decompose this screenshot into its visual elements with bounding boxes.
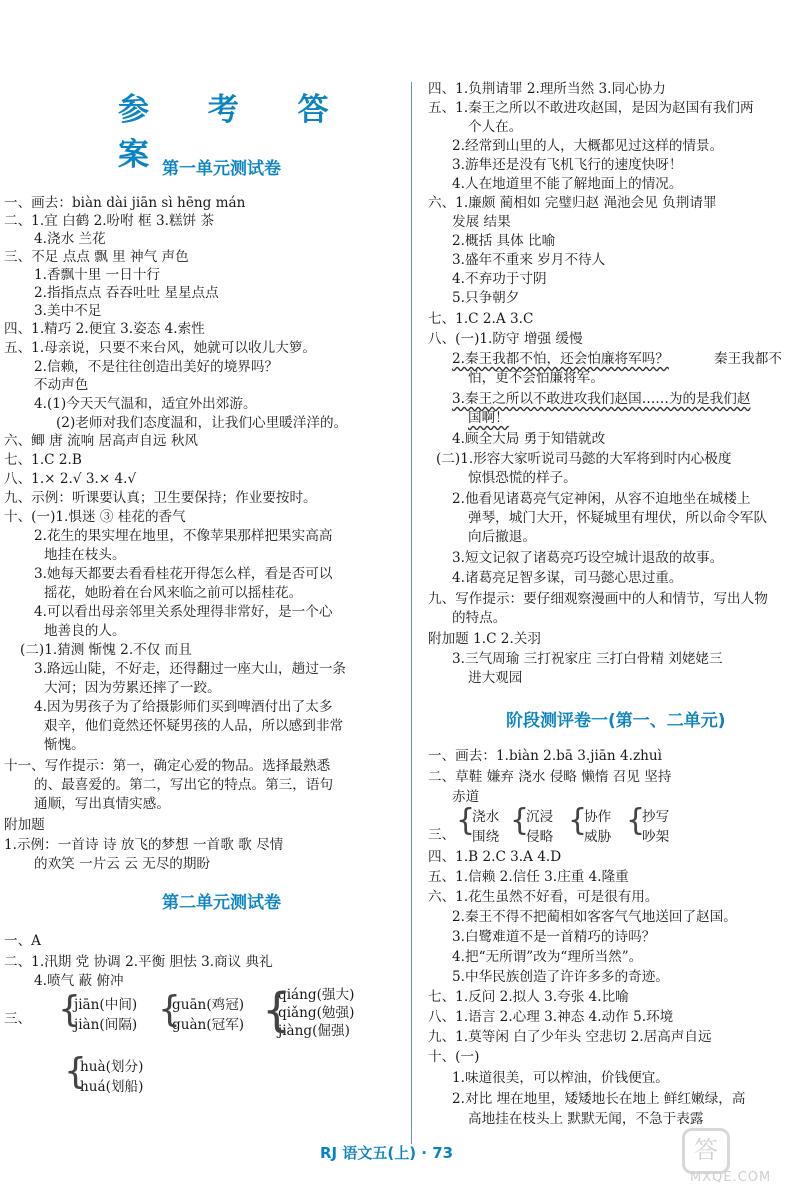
answer-line: jiàn(间隔) [74,1017,138,1033]
answer-line: 4.因为男孩子为了给摄影师们买到啤酒付出了太多 [34,699,333,715]
answer-line: 附加题 1.C 2.关羽 [428,631,541,647]
answer-line: 浇水 [472,809,500,825]
answer-line: 一、画去：1.biàn 2.bā 3.jiān 4.zhuì [428,748,662,764]
answer-line: (二)1.猜测 惭愧 2.不仅 而且 [20,642,192,658]
answer-line: 七、1.反问 2.拟人 3.夸张 4.比喻 [428,989,629,1005]
answer-line: 不动声色 [34,377,89,393]
answer-line: 八、1.语言 2.心理 3.神态 4.动作 5.环境 [428,1009,674,1025]
answer-line: 五、1.母亲说，只要不来台风，她就可以收儿大箩。 [4,340,317,356]
answer-line: 大河；因为劳累还摔了一跤。 [44,680,221,696]
answer-line: 九、写作提示：要仔细观察漫画中的人和情节，写出人物 [428,591,768,607]
page-footer: RJ 语文五(上) · 73 [320,1144,454,1162]
answer-line: 2.经常到山里的人，大概都见过这样的情景。 [452,138,724,154]
answer-line: 5.中华民族创造了许许多多的奇迹。 [452,969,669,985]
answer-line: 四、1.负荆请罪 2.理所当然 3.同心协力 [428,81,666,97]
brace: { [456,803,476,838]
watermark-text: MXQE.COM [690,1170,772,1185]
answer-line: 4.不弃功于寸阴 [452,271,547,287]
stage-test-title: 阶段测评卷一(第一、二单元) [506,711,726,731]
answer-line: 四、1.B 2.C 3.A 4.D [428,849,562,865]
answer-line: 3.美中不足 [34,303,102,319]
answer-line: 十一、写作提示：第一，确定心爱的物品。选择最熟悉 [4,758,331,774]
answer-line: guān(鸡冠) [172,997,245,1013]
brace: { [158,989,181,1030]
unit2-title: 第二单元测试卷 [162,893,281,913]
answer-line: 协作 [584,809,612,825]
brace: { [510,803,530,838]
answer-line: 4.诸葛亮足智多谋，司马懿心思过重。 [452,570,683,586]
answer-line: 二、1.宜 白鹤 2.吩咐 框 3.糕饼 茶 [4,213,215,229]
answer-line: 十、(一)1.惧迷 ③ 桂花的香气 [4,509,186,525]
answer-line: (2)老师对我们态度温和，让我们心里暖洋洋的。 [56,415,348,431]
answer-line: 发展 结果 [452,214,511,230]
answer-line: qiǎng(勉强) [278,1005,355,1021]
answer-line: 高地挂在枝头上 默默无闻，不急于表露 [468,1111,704,1127]
brace: { [64,1051,87,1092]
answer-line: 2.他看见诸葛亮气定神闲，从容不迫地坐在城楼上 [452,491,751,507]
answer-line: 2.对比 埋在地里，矮矮地长在地上 鲜红嫩绿，高 [452,1091,746,1107]
answer-line: 五、1.信赖 2.信任 3.庄重 4.隆重 [428,869,629,885]
answer-line: 六、1.花生虽然不好看，可是很有用。 [428,889,659,905]
answer-line: 七、1.C 2.B [4,452,82,468]
watermark-logo-icon: 答 [682,1128,730,1174]
answer-line: 进大观园 [468,670,523,686]
answer-line: 围绕 [472,829,500,845]
answer-line: 的欢笑 一片云 云 无尽的期盼 [34,856,211,872]
answer-line: 附加题 [4,817,45,833]
answer-line: 地挂在枝头。 [44,547,126,563]
unit1-title: 第一单元测试卷 [162,159,281,179]
answer-line: 秦王我都不 [714,351,782,367]
answer-line: 九、示例：听课要认真；卫生要保持；作业要按时。 [4,490,317,506]
answer-line: 摇花，她盼着在台风来临之前可以摇桂花。 [44,585,303,601]
answer-line: 威胁 [584,829,612,845]
answer-line: 沉浸 [526,809,554,825]
answer-line: huà(划分) [80,1059,144,1075]
answer-line: 惊惧恐慌的样子。 [468,470,577,486]
answer-line: 八、1.× 2.√ 3.× 4.√ [4,471,137,487]
answer-line: 4.(1)今天天气温和，适宜外出郊游。 [34,396,257,412]
answer-line: 5.只争朝夕 [452,290,520,306]
answer-line: (二)1.形容大家听说司马懿的大军将到时内心极度 [436,451,732,467]
answer-line: jiān(中间) [74,997,138,1013]
answer-line: 地善良的人。 [44,623,126,639]
answer-line: 四、1.精巧 2.便宜 3.姿态 4.索性 [4,321,205,337]
answer-line: 三、 [4,1011,32,1027]
page-title: 参 考 答 案 [118,92,353,173]
answer-line: 通顺，写出真情实感。 [34,796,170,812]
answer-line: qiáng(强大) [278,987,355,1003]
answer-line: 4.顾全大局 勇于知错就改 [452,431,606,447]
answer-line: 3.白鹭难道不是一首精巧的诗吗？ [452,929,656,945]
answer-line: 2.秦王我都不怕，还会怕廉将军吗？ [452,351,669,367]
column-divider [411,82,412,1144]
answer-line: 侵略 [526,829,554,845]
answer-line: 国啊！ [468,410,509,426]
answer-line: jiàng(倔强) [278,1023,350,1039]
brace: { [568,803,588,838]
answer-line: 一、A [4,933,42,949]
answer-line: huá(划船) [80,1079,144,1095]
answer-line: 七、1.C 2.A 3.C [428,311,534,327]
answer-line: 怕，更不会怕廉将军。 [468,370,604,386]
answer-line: 三、不足 点点 飘 里 神气 声色 [4,249,189,265]
answer-line: 抄写 [642,809,670,825]
answer-line: 六、鲫 唐 流响 居高声自远 秋风 [4,433,199,449]
answer-line: 个人在。 [468,119,523,135]
answer-line: 4.浇水 兰花 [34,231,106,247]
answer-line: 2.花生的果实埋在地里，不像苹果那样把果实高高 [34,528,333,544]
answer-line: 2.秦王不得不把蔺相如客客气气地送回了赵国。 [452,909,737,925]
answer-line: 六、1.廉颇 蔺相如 完璧归赵 渑池会见 负荆请罪 [428,195,717,211]
answer-line: 3.秦王之所以不敢进攻我们赵国……为的是我们赵 [452,391,751,407]
answer-line: 三、 [428,827,456,843]
answer-line: 2.概括 具体 比喻 [452,233,556,249]
answer-line: 3.盛年不重来 岁月不待人 [452,252,606,268]
answer-line: 惭愧。 [44,737,85,753]
answer-line: 九、1.莫等闲 白了少年头 空悲切 2.居高声自远 [428,1029,712,1045]
answer-line: 八、(一)1.防守 增强 缓慢 [428,331,583,347]
answer-line: 1.味道很美，可以榨油，价钱便宜。 [452,1070,669,1086]
answer-line: 4.喷气 蔽 俯冲 [34,973,124,989]
brace: { [58,989,81,1030]
answer-line: 的特点。 [452,610,507,626]
answer-line: 五、1.秦王之所以不敢进攻赵国，是因为赵国有我们两 [428,100,754,116]
answer-line: 二、草鞋 嫌弃 浇水 侵略 懒惰 召见 坚持 [428,769,672,785]
answer-line: 向后撤退。 [468,529,536,545]
answer-line: 的、最喜爱的。第二，写出它的特点。第三，语句 [34,777,334,793]
answer-line: 赤道 [452,789,480,805]
answer-line: 1.香飘十里 一日十行 [34,267,161,283]
answer-line: 3.路远山陡，不好走，还得翻过一座大山，趟过一条 [34,661,347,677]
answer-line: 2.指指点点 吞吞吐吐 星星点点 [34,285,219,301]
answer-line: 2.信赖，不是往往创造出美好的境界吗？ [34,359,279,375]
answer-line: 艰辛，他们竟然还怀疑男孩的人品，所以感到非常 [44,718,344,734]
answer-line: 1.示例：一首诗 诗 放飞的梦想 一首歌 歌 尽情 [4,837,284,853]
brace: { [626,803,646,838]
answer-line: 弹琴，城门大开，怀疑城里有埋伏，所以命令军队 [468,510,768,526]
answer-line: 3.短文记叙了诸葛亮巧设空城计退敌的故事。 [452,550,724,566]
answer-line: 二、1.汛期 党 协调 2.平衡 胆怯 3.商议 典礼 [4,954,273,970]
answer-line: 4.可以看出母亲邻里关系处理得非常好，是一个心 [34,604,333,620]
answer-line: 4.把“无所谓”改为“理所当然”。 [452,949,643,965]
answer-line: 吵架 [642,829,670,845]
brace: { [262,983,292,1037]
answer-line: 4.人在地道里不能了解地面上的情况。 [452,176,683,192]
answer-line: 一、画去：biàn dài jiān sì hēng mán [4,195,246,211]
answer-line: 3.三气周瑜 三打祝家庄 三打白骨精 刘姥姥三 [452,651,723,667]
answer-line: guàn(冠军) [172,1017,245,1033]
answer-line: 3.她每天都要去看看桂花开得怎么样，看是否可以 [34,566,333,582]
answer-line: 3.游隼还是没有飞机飞行的速度快呀！ [452,157,683,173]
answer-line: 十、(一) [428,1049,480,1065]
